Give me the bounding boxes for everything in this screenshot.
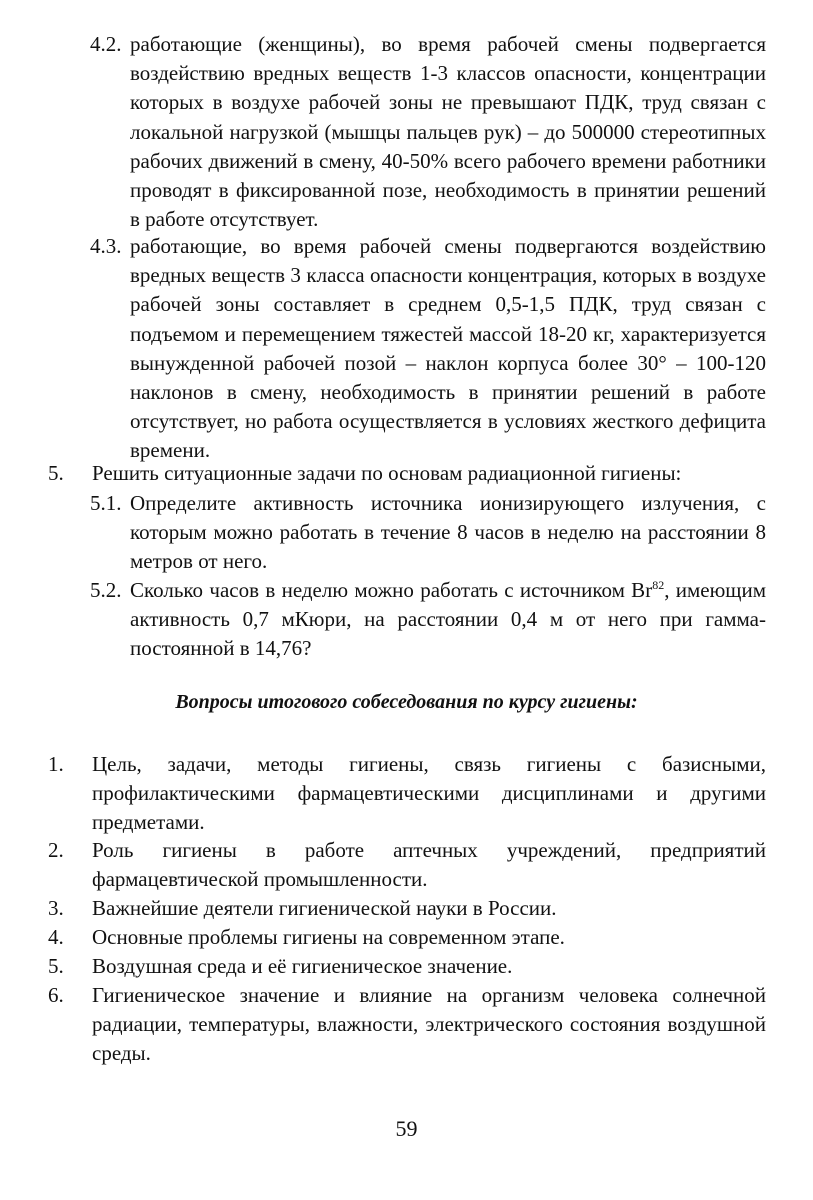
isotope-superscript: 82: [652, 578, 665, 592]
question-text-2: Роль гигиены в работе аптечных учреждений, предприятий фармацевтической промышленности.: [92, 838, 766, 892]
question-number-4: 4.: [48, 925, 64, 949]
item-text-5: Решить ситуационные задачи по основам радиационной гигиены:: [92, 461, 682, 485]
question-text-3: Важнейшие деятели гигиенической науки в России.: [92, 896, 557, 920]
question-text-5: Воздушная среда и её гигиеническое значение.: [92, 954, 513, 978]
question-number-5: 5.: [48, 954, 64, 978]
item-text-5-1: Определите активность источника ионизирующего излучения, с которым можно работать в течение 8 часов в неделю на расстоянии 8 метров от него.: [130, 491, 766, 574]
item-text-5-2: [130, 576, 766, 664]
item-number-5-1: 5.1.: [90, 491, 122, 515]
item-text-5-2-after: , имеющим активность 0,7 мКюри, на расстоянии 0,4 м от него при гамма-постоянной в 14,76?: [130, 578, 766, 661]
item-text-5-2-before: Сколько часов в неделю можно работать с источником Br: [130, 578, 653, 602]
question-number-2: 2.: [48, 838, 64, 862]
item-text-4-3: работающие, во время рабочей смены подвергаются воздействию вредных веществ 3 класса опасности концентрация, которых в воздухе рабочей зоны составляет в среднем 0,5-1,5 ПДК, труд связан с подъемом и перемещением тяжестей массой 18-20 кг, характеризуется вынужденной рабочей позой – наклон корпуса более 30° – 100-120 наклонов в смену, необходимость в принятии решений в работе отсутствует, но работа осуществляется в условиях жесткого дефицита времени.: [130, 234, 766, 463]
item-text-4-2: работающие (женщины), во время рабочей смены подвергается воздействию вредных веществ 1-3 классов опасности, концентрации которых в воздухе рабочей зоны не превышают ПДК, труд связан с локальной нагрузкой (мышцы пальцев рук) – до 500000 стереотипных рабочих движений в смену, 40-50% всего рабочего времени работники проводят в фиксированной позе, необходимость в принятии решений в работе отсутствует.: [130, 32, 766, 232]
question-text-6: Гигиеническое значение и влияние на организм человека солнечной радиации, температуры, влажности, электрического состояния воздушной среды.: [92, 983, 766, 1066]
item-number-5: 5.: [48, 461, 64, 485]
question-number-6: 6.: [48, 983, 64, 1007]
question-number-3: 3.: [48, 896, 64, 920]
question-text-4: Основные проблемы гигиены на современном этапе.: [92, 925, 565, 949]
question-number-1: 1.: [48, 752, 64, 776]
item-number-4-3: 4.3.: [90, 234, 122, 258]
section-heading: Вопросы итогового собеседования по курсу гигиены:: [175, 691, 638, 713]
item-number-4-2: 4.2.: [90, 32, 122, 56]
item-number-5-2: 5.2.: [90, 578, 122, 602]
page-number: 59: [395, 1116, 418, 1141]
question-text-1: Цель, задачи, методы гигиены, связь гигиены с базисными, профилактическими фармацевтическими дисциплинами и другими предметами.: [92, 752, 766, 835]
